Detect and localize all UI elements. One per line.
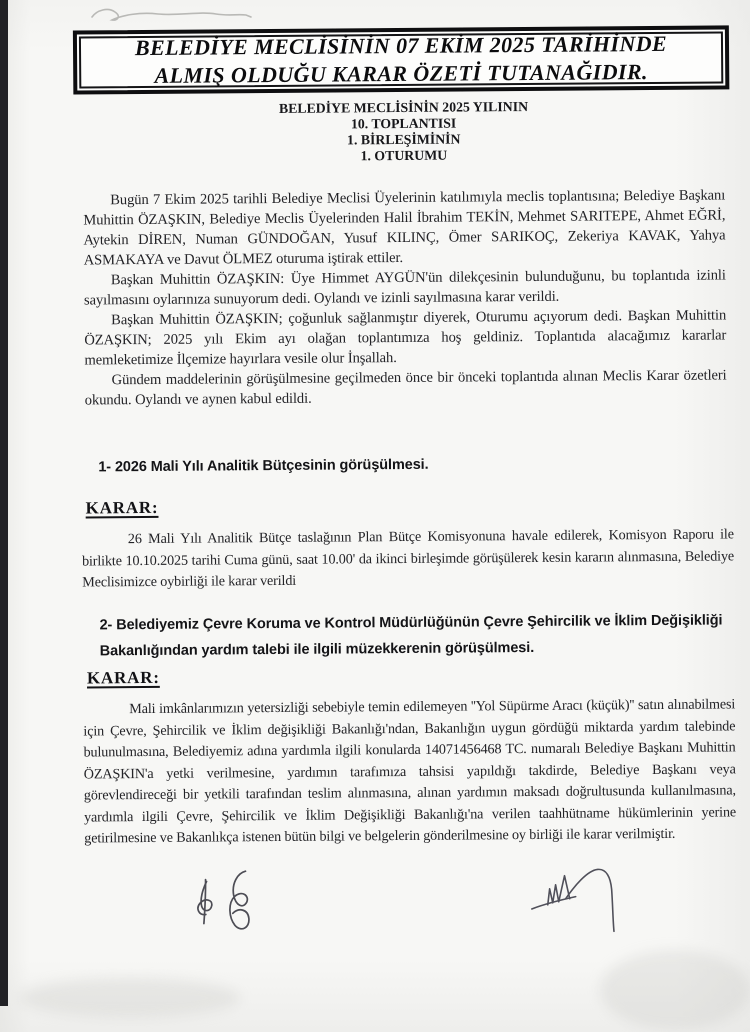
decision-1-text: 26 Mali Yılı Analitik Bütçe taslağının Plan Bütçe Komisyonuna havale edilerek, Komisyon Raporu ile birlikte 10.10.2025 tarihi Cuma günü, saat 10.00' da ikinci birleşimde görüşülerek kesin kararın alınmasına, Belediye Meclisimizce oybirliği ile karar verildi (81, 526, 735, 591)
handwritten-signature-right (519, 843, 640, 959)
decision-2-text-block (83, 694, 736, 850)
session-heading (73, 97, 733, 166)
handwritten-signature-left (182, 859, 273, 950)
opening-remarks-paragraph: Başkan Muhittin ÖZAŞKIN; çoğunluk sağlanmıştır diyerek, Oturumu açıyorum dedi. Başkan Muhittin ÖZAŞKIN; 2025 yılı Ekim ayı olağan toplantımıza hoş geldiniz. Toplantıda alacağımız kararlar memleketimize İlçemize hayırlara vesile olur İnşallah. (84, 307, 727, 369)
title-box (73, 25, 729, 94)
decision-1-label: KARAR: (85, 497, 159, 518)
decision-2-text: Mali imkânlarımızın yetersizliği sebebiyle temin edilemeyen ''Yol Süpürme Aracı (küçük)'' satın alınabilmesi için Çevre, Şehircilik ve İklim değişikliği Bakanlığı'ndan, Bakanlığın uygun gördüğü miktarda yardım talebinde bulunulmasına, Belediyemiz adına yardımla ilgili konularda 14071456468 TC. numaralı Belediye Başkanı Muhittin ÖZAŞKIN'a yetki verilmesine, yardımın tarafımıza tahsisi yapıldığı takdirde, Belediye Başkanı veya görevlendireceği bir yetkili tarafından teslim alınmasına, alınan yardımın maksadı doğrultusunda kullanılmasına, yardımla ilgili Çevre, Şehircilik ve İklim Değişikliği Bakanlığı'na verilen taahhütname hükümlerinin yerine getirilmesine ve Bakanlıkça istenen bütün bilgi ve belgelerin gönderilmesine oy birliği ile karar verilmiştir. (83, 696, 737, 847)
document-title-line2: ALMIŞ OLDUĞU KARAR ÖZETİ TUTANAĞIDIR. (154, 59, 648, 88)
agenda-item-2-heading: 2- Belediyemiz Çevre Koruma ve Kontrol Müdürlüğünün Çevre Şehircilik ve İklim Değişikliği Bakanlığından yardım talebi ile ilgili müzekkerenin görüşülmesi. (99, 612, 723, 660)
decision-1-text-block (82, 524, 734, 594)
previous-minutes-paragraph: Gündem maddelerinin görüşülmesine geçilmeden önce bir önceki toplantıda alınan Meclis Karar özetleri okundu. Oylandı ve aynen kabul edildi. (84, 367, 727, 409)
previous-minutes-paragraph-block (85, 365, 727, 410)
title-box-inner-border (79, 31, 723, 88)
session-heading-line: 10. TOPLANTISI (350, 115, 457, 132)
session-heading-line: BELEDİYE MECLİSİNİN 2025 YILININ (278, 98, 529, 116)
introduction-paragraphs (83, 185, 726, 370)
attendance-paragraph: Bugün 7 Ekim 2025 tarihli Belediye Meclisi Üyelerinin katılımıyla meclis toplantısına; Belediye Başkanı Muhittin ÖZAŞKIN, Belediye Meclis Üyelerinden Halil İbrahim TEKİN, Mehmet SARITEPE, Ahmet EĞRİ, Aytekin DİREN, Numan GÜNDOĞAN, Yusuf KILINÇ, Ömer SARIKOÇ, Zekeriya KAVAK, Yahya ASMAKAYA ve Davut ÖLMEZ oturuma iştirak ettiler. (83, 187, 726, 269)
leave-request-paragraph: Başkan Muhittin ÖZAŞKIN: Üye Himmet AYGÜN'ün dilekçesinin bulunduğunu, bu toplantıda izinli sayılmasını oylarınıza sunuyorum dedi. Oylandı ve izinli sayılmasına karar verildi. (83, 267, 726, 309)
agenda-item-1-heading: 1- 2026 Mali Yılı Analitik Bütçesinin görüşülmesi. (98, 456, 429, 476)
session-heading-line: 1. OTURUMU (360, 147, 448, 164)
session-heading-line: 1. BİRLEŞİMİNİN (346, 131, 461, 148)
decision-2-label: KARAR: (86, 667, 160, 688)
document-title-line1: BELEDİYE MECLİSİNİN 07 EKİM 2025 TARİHİNDE (134, 30, 668, 61)
